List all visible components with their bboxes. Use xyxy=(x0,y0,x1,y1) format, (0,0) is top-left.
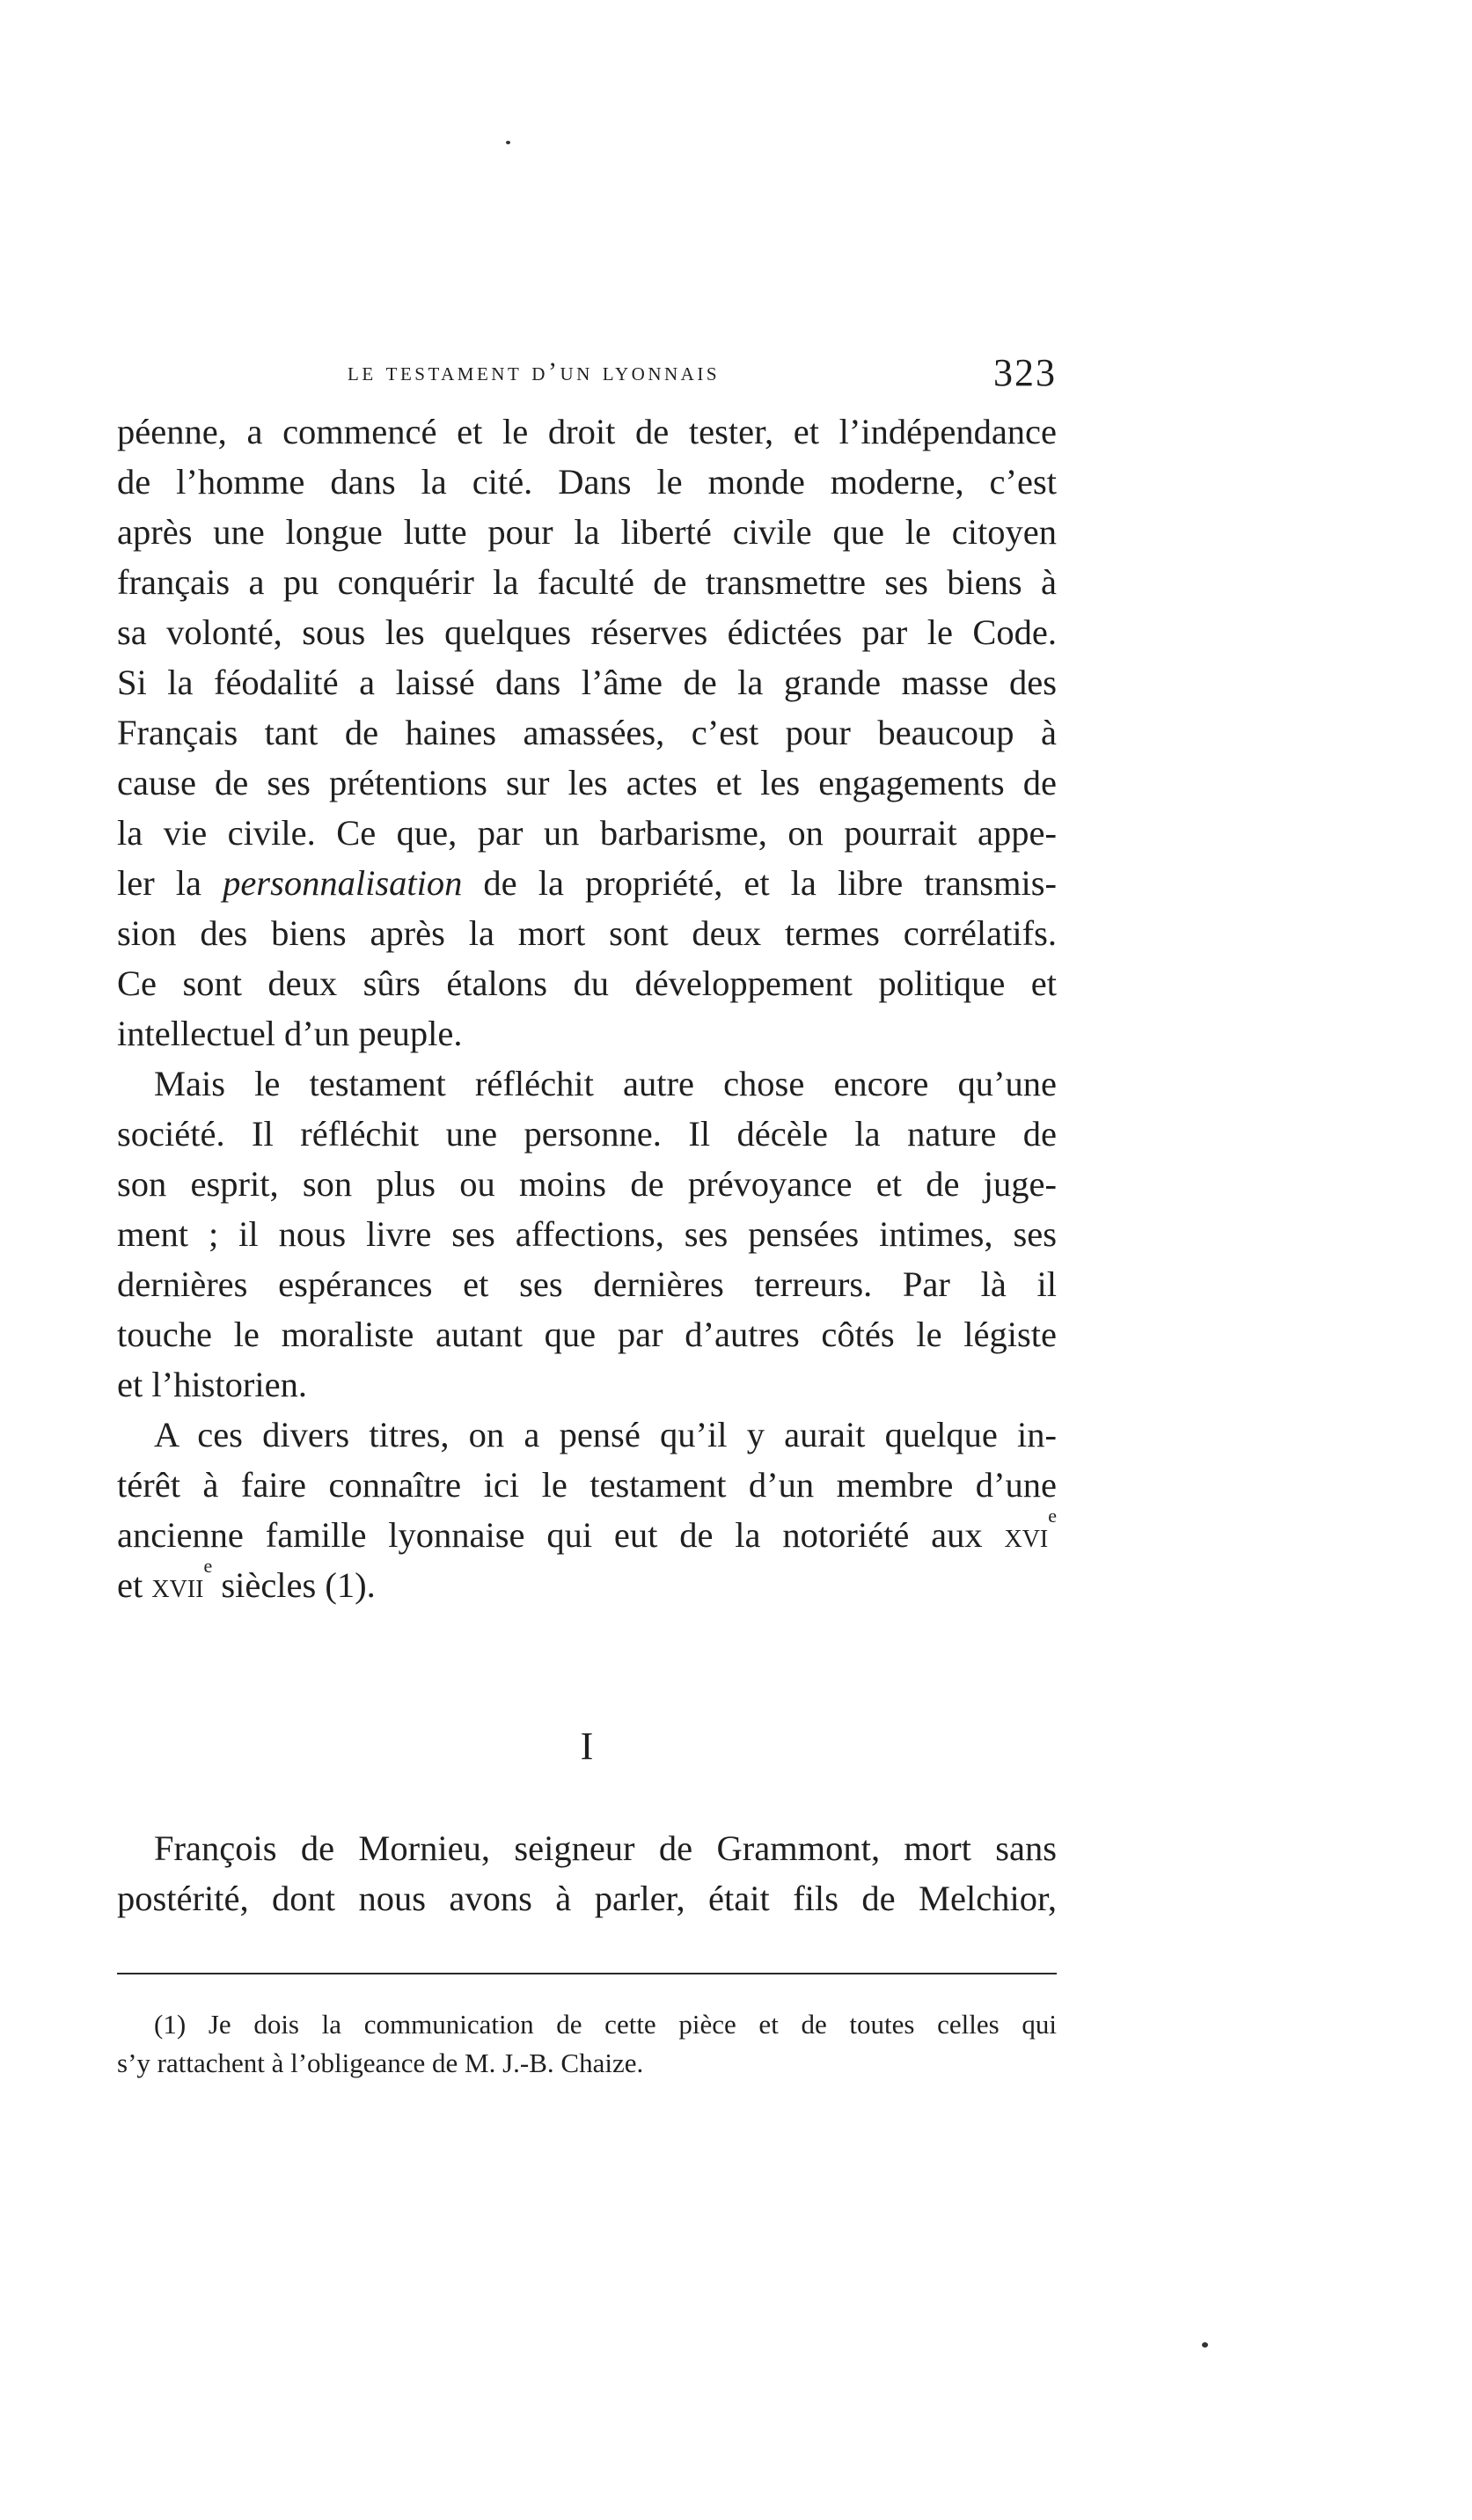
text-line: français a pu conquérir la faculté de transmettre ses biens à xyxy=(117,562,1057,602)
text-line: sa volonté, sous les quelques réserves édictées par le Code. xyxy=(117,612,1057,652)
text-line: dernières espérances et ses dernières terreurs. Par là il xyxy=(117,1264,1057,1304)
text-line: Ce sont deux sûrs étalons du développement politique et xyxy=(117,963,1057,1003)
footnote-line: (1) Je dois la communication de cette pièce et de toutes celles qui xyxy=(154,2009,1057,2040)
text-line: péenne, a commencé et le droit de tester, et l’indépendance xyxy=(117,412,1057,451)
section-paragraph xyxy=(117,1823,1057,1923)
century-numeral: xvii xyxy=(151,1565,204,1605)
italic-term: personnalisation xyxy=(223,863,463,903)
text-line: sion des biens après la mort sont deux termes corrélatifs. xyxy=(117,913,1057,953)
text-line: société. Il réfléchit une personne. Il décèle la nature de xyxy=(117,1114,1057,1154)
text-line: Mais le testament réfléchit autre chose encore qu’une xyxy=(154,1064,1057,1103)
section-heading: I xyxy=(580,1725,594,1768)
ink-speck xyxy=(506,141,510,144)
running-title: le testament d’un lyonnais xyxy=(348,357,721,386)
text-line: et l’historien. xyxy=(117,1365,307,1404)
footnotes xyxy=(117,2005,1057,2083)
text-line: Si la féodalité a laissé dans l’âme de la grande masse des xyxy=(117,663,1057,702)
text-line: la vie civile. Ce que, par un barbarisme, on pourrait appe- xyxy=(117,813,1057,853)
century-numeral: xvi xyxy=(1004,1515,1049,1555)
text-line: A ces divers titres, on a pensé qu’il y aurait quelque in- xyxy=(154,1415,1057,1454)
text-line: ment ; il nous livre ses affections, ses pensées intimes, ses xyxy=(117,1214,1057,1254)
text-run: de la propriété, et la libre transmis- xyxy=(462,863,1057,903)
paragraph-3 xyxy=(117,1410,1057,1610)
text-line: son esprit, son plus ou moins de prévoyance et de juge- xyxy=(117,1164,1057,1204)
paragraph-1 xyxy=(117,407,1057,1059)
footnote-line: s’y rattachent à l’obligeance de M. J.-B. Chaize. xyxy=(117,2048,644,2078)
text-line: Français tant de haines amassées, c’est pour beaucoup à xyxy=(117,713,1057,752)
text-run: ancienne famille lyonnaise qui eut de la notoriété aux xyxy=(117,1515,1005,1555)
text-line: François de Mornieu, seigneur de Grammont, mort sans xyxy=(154,1828,1057,1868)
text-line: après une longue lutte pour la liberté civile que le citoyen xyxy=(117,512,1057,552)
text-line: intellectuel d’un peuple. xyxy=(117,1014,463,1053)
text-line: cause de ses prétentions sur les actes et les engagements de xyxy=(117,763,1057,802)
text-line: touche le moraliste autant que par d’autres côtés le légiste xyxy=(117,1315,1057,1354)
footnote-divider xyxy=(117,1973,1057,1974)
text-line: postérité, dont nous avons à parler, était fils de Melchior, xyxy=(117,1879,1057,1918)
text-line: térêt à faire connaître ici le testament d’un membre d’une xyxy=(117,1465,1057,1505)
text-line xyxy=(117,858,1057,908)
page-number: 323 xyxy=(993,351,1057,394)
running-head xyxy=(117,350,1057,396)
superscript: e xyxy=(1048,1504,1057,1527)
text-run: et xyxy=(117,1565,152,1605)
body-text xyxy=(117,407,1057,1610)
ink-speck xyxy=(1202,2342,1208,2348)
text-run: siècles (1). xyxy=(212,1565,376,1605)
text-line xyxy=(117,1504,1057,1560)
superscript: e xyxy=(203,1554,213,1577)
text-run: ler la xyxy=(117,863,223,903)
text-line: de l’homme dans la cité. Dans le monde moderne, c’est xyxy=(117,462,1057,502)
text-line xyxy=(117,1554,1057,1610)
paragraph-2 xyxy=(117,1059,1057,1410)
